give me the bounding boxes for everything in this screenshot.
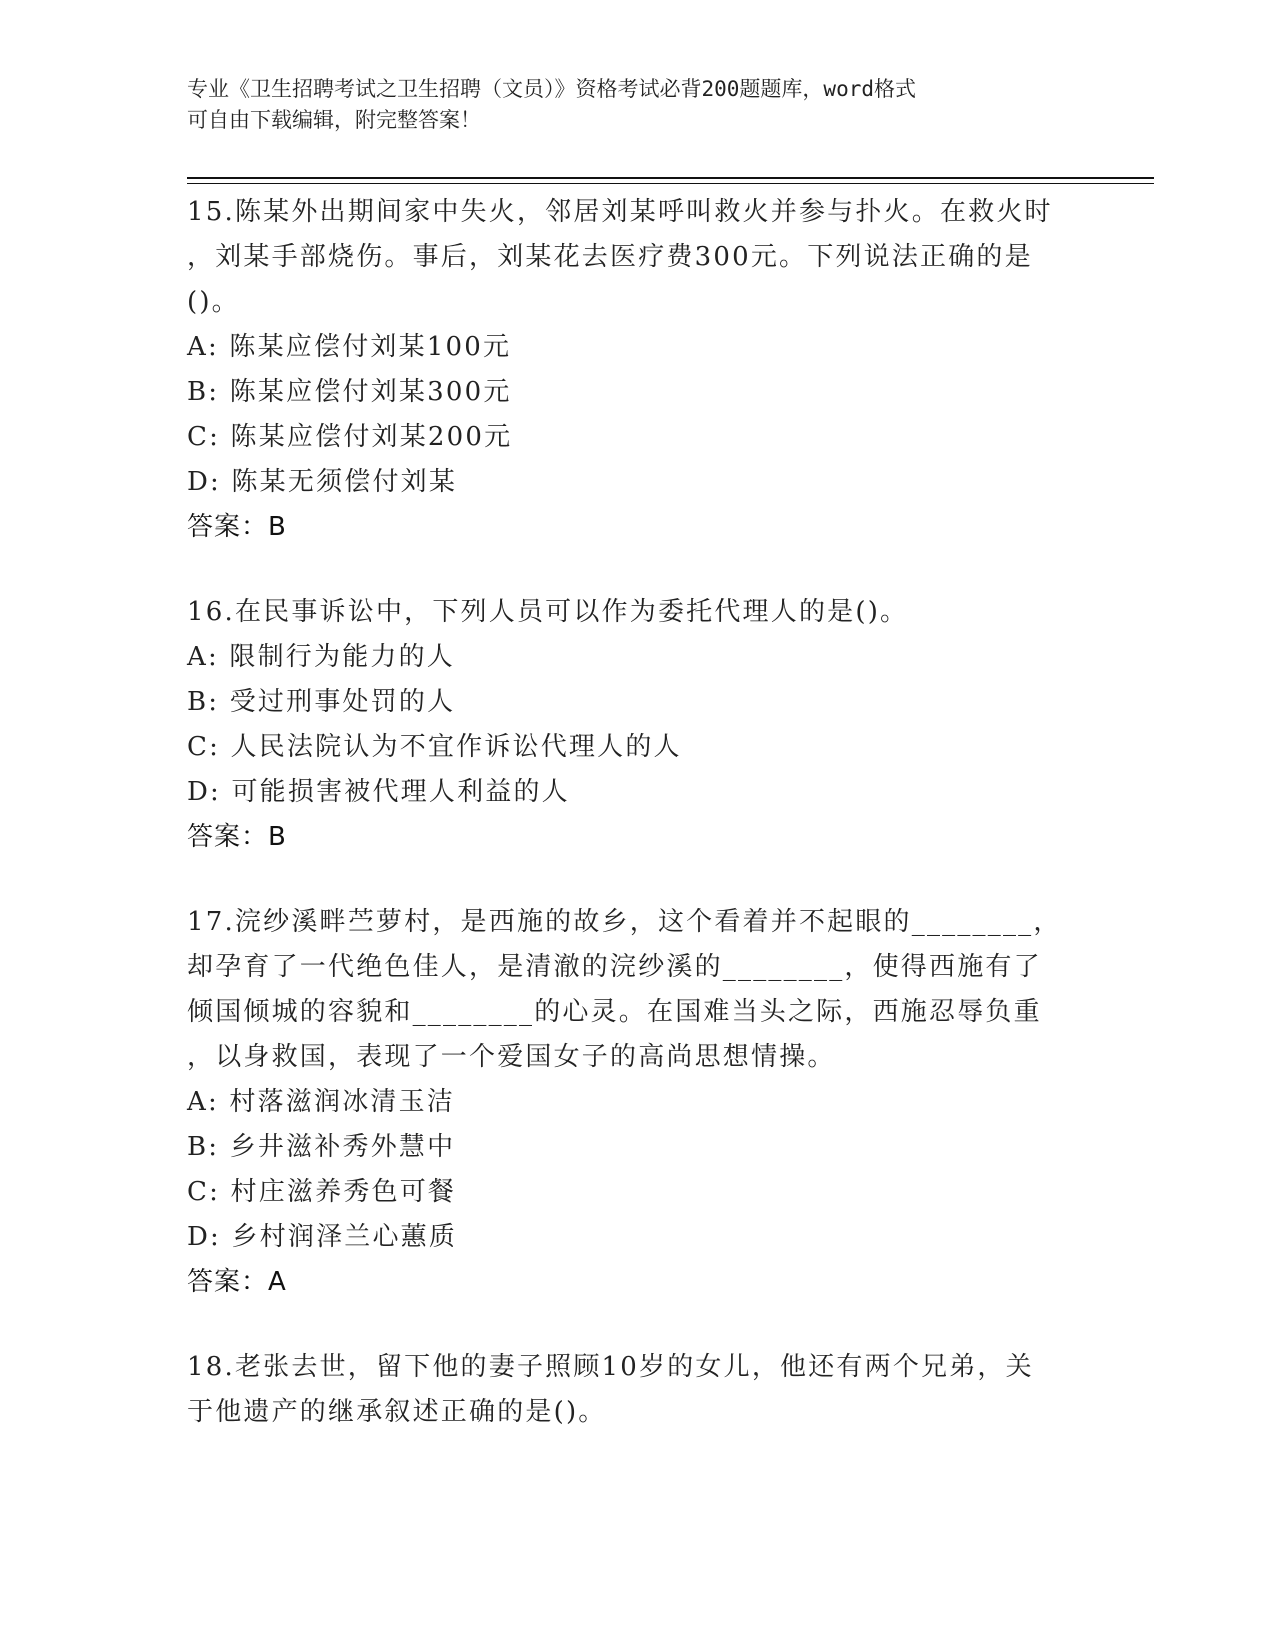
option-d: D: 乡村润泽兰心蕙质 [187, 1222, 458, 1252]
header-title-line-1: 专业《卫生招聘考试之卫生招聘（文员）》资格考试必背200题题库，word格式 [187, 77, 916, 101]
question-block [187, 590, 1067, 860]
question-stem-line: 17.浣纱溪畔苎萝村，是西施的故乡，这个看着并不起眼的________， [187, 907, 1062, 937]
option-b: B: 陈某应偿付刘某300元 [187, 377, 512, 407]
option-c: C: 村庄滋养秀色可餐 [187, 1177, 457, 1207]
option-c: C: 陈某应偿付刘某200元 [187, 422, 513, 452]
option-b: B: 受过刑事处罚的人 [187, 687, 456, 717]
question-stem-line: 16.在民事诉讼中，下列人员可以作为委托代理人的是()。 [187, 597, 909, 627]
answer-label: 答案：A [187, 1267, 287, 1297]
option-a: A: 限制行为能力的人 [187, 642, 456, 672]
option-d: D: 可能损害被代理人利益的人 [187, 777, 570, 807]
option-c: C: 人民法院认为不宜作诉讼代理人的人 [187, 732, 682, 762]
question-stem-line: 于他遗产的继承叙述正确的是()。 [187, 1397, 607, 1427]
question-stem-line: 18.老张去世，留下他的妻子照顾10岁的女儿，他还有两个兄弟，关 [187, 1352, 1034, 1382]
question-stem-line: 倾国倾城的容貌和________的心灵。在国难当头之际，西施忍辱负重 [187, 997, 1042, 1027]
question-block [187, 1345, 1067, 1435]
header-title-line-2: 可自由下载编辑，附完整答案！ [187, 108, 481, 132]
option-b: B: 乡井滋补秀外慧中 [187, 1132, 456, 1162]
option-a: A: 村落滋润冰清玉洁 [187, 1087, 456, 1117]
question-block [187, 190, 1067, 550]
question-stem-line: 却孕育了一代绝色佳人，是清澈的浣纱溪的________，使得西施有了 [187, 952, 1042, 982]
question-stem-line: 15.陈某外出期间家中失火，邻居刘某呼叫救火并参与扑火。在救火时 [187, 197, 1053, 227]
question-stem-line: ()。 [187, 287, 240, 317]
spacer [187, 860, 1067, 900]
spacer [187, 550, 1067, 590]
question-stem-line: ，以身救国，表现了一个爱国女子的高尚思想情操。 [187, 1042, 836, 1072]
spacer [187, 1305, 1067, 1345]
option-a: A: 陈某应偿付刘某100元 [187, 332, 512, 362]
header-divider-thin [187, 183, 1154, 184]
header-divider-thick [187, 177, 1154, 179]
answer-label: 答案：B [187, 822, 287, 852]
document-header [187, 74, 1067, 136]
question-list [187, 190, 1067, 1435]
answer-label: 答案：B [187, 512, 287, 542]
question-block [187, 900, 1067, 1305]
option-d: D: 陈某无须偿付刘某 [187, 467, 458, 497]
question-stem-line: ，刘某手部烧伤。事后，刘某花去医疗费300元。下列说法正确的是 [187, 242, 1033, 272]
